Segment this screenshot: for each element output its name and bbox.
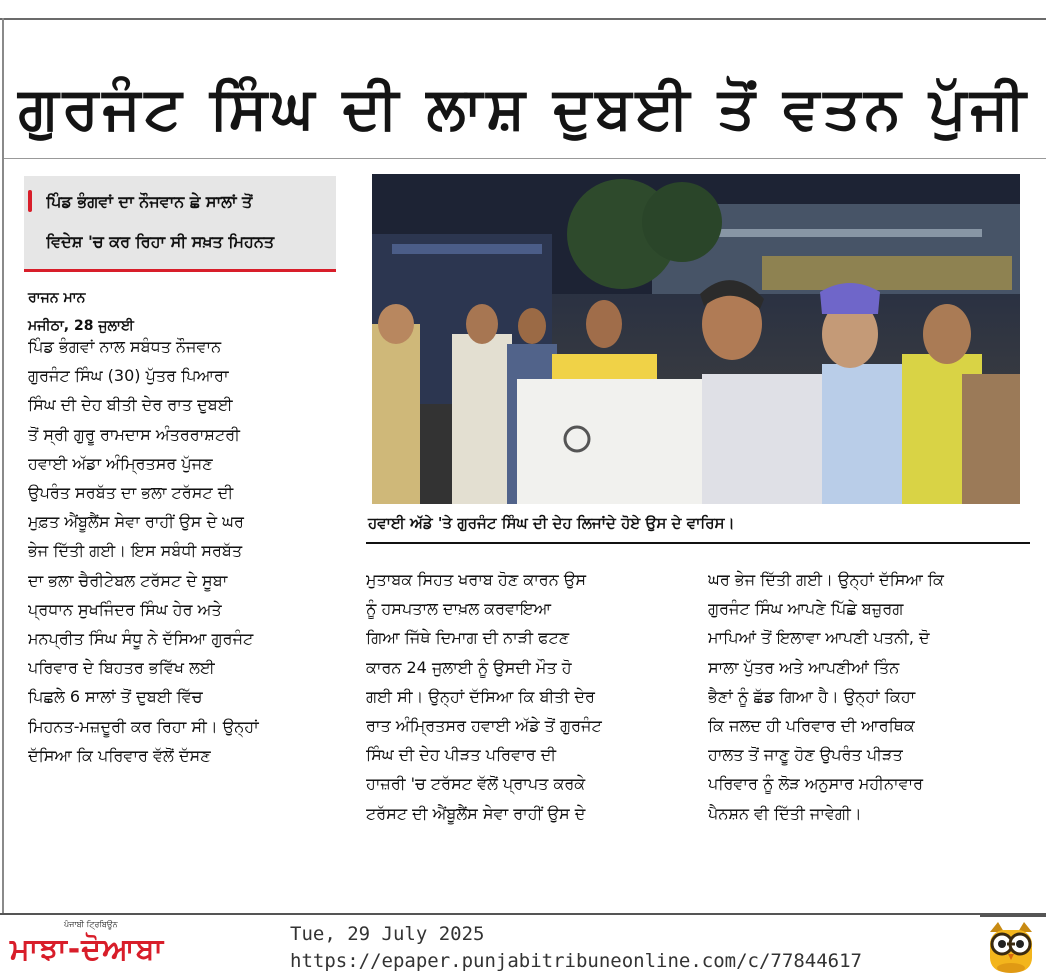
kicker-line: ਵਿਦੇਸ਼ 'ਚ ਕਰ ਰਿਹਾ ਸੀ ਸਖ਼ਤ ਮਿਹਨਤ xyxy=(46,232,275,251)
publication-name-small: ਪੰਜਾਬੀ ਟ੍ਰਿਬਿਊਨ xyxy=(64,920,118,929)
article-column-3 xyxy=(708,565,1030,828)
footer-accent-rule xyxy=(980,913,1046,917)
article-line: ਪਰਿਵਾਰ ਨੂੰ ਲੋੜ ਅਨੁਸਾਰ ਮਹੀਨਾਵਾਰ xyxy=(708,774,924,794)
headline-rule xyxy=(4,158,1046,159)
article-line: ਸਿੰਘ ਦੀ ਦੇਹ ਪੀੜਤ ਪਰਿਵਾਰ ਦੀ xyxy=(366,745,557,765)
article-line: ਰਾਤ ਅੰਮ੍ਰਿਤਸਰ ਹਵਾਈ ਅੱਡੇ ਤੋਂ ਗੁਰਜੰਟ xyxy=(366,716,602,736)
edition-date: Tue, 29 July 2025 xyxy=(290,923,485,945)
kicker-line: ਪਿੰਡ ਭੰਗਵਾਂ ਦਾ ਨੌਜਵਾਨ ਛੇ ਸਾਲਾਂ ਤੋਂ xyxy=(46,192,253,211)
article-line: ਗਿਆ ਜਿੱਥੇ ਦਿਮਾਗ ਦੀ ਨਾੜੀ ਫਟਣ xyxy=(366,628,570,648)
article-line: ਮਾਪਿਆਂ ਤੋਂ ਇਲਾਵਾ ਆਪਣੀ ਪਤਨੀ, ਦੋ xyxy=(708,628,930,648)
article-line: ਗੁਰਜੰਟ ਸਿੰਘ ਆਪਣੇ ਪਿੱਛੇ ਬਜ਼ੁਰਗ xyxy=(708,599,904,619)
article-line: ਘਰ ਭੇਜ ਦਿੱਤੀ ਗਈ। ਉਨ੍ਹਾਂ ਦੱਸਿਆ ਕਿ xyxy=(708,570,944,589)
kicker-accent xyxy=(28,190,32,212)
article-line: ਹਾਜ਼ਰੀ 'ਚ ਟਰੱਸਟ ਵੱਲੋਂ ਪ੍ਰਾਪਤ ਕਰਕੇ xyxy=(366,774,586,794)
article-line: ਪ੍ਰਧਾਨ ਸੁਖਜਿੰਦਰ ਸਿੰਘ ਹੇਰ ਅਤੇ xyxy=(28,599,222,619)
caption-rule xyxy=(366,542,1030,544)
article-line: ਹਾਲਤ ਤੋਂ ਜਾਣੂ ਹੋਣ ਉਪਰੰਤ ਪੀੜਤ xyxy=(708,745,903,765)
dateline: ਮਜੀਠਾ, 28 ਜੁਲਾਈ xyxy=(28,318,134,334)
article-line: ਗਈ ਸੀ। ਉਨ੍ਹਾਂ ਦੱਸਿਆ ਕਿ ਬੀਤੀ ਦੇਰ xyxy=(366,686,595,706)
article-line: ਗੁਰਜੰਟ ਸਿੰਘ (30) ਪੁੱਤਰ ਪਿਆਰਾ xyxy=(28,366,229,386)
byline: ਰਾਜਨ ਮਾਨ xyxy=(28,290,86,306)
photo-caption: ਹਵਾਈ ਅੱਡੇ 'ਤੇ ਗੁਰਜੰਟ ਸਿੰਘ ਦੀ ਦੇਹ ਲਿਜਾਂਦੇ ਹੋਏ ਉਸ ਦੇ ਵਾਰਿਸ। xyxy=(368,514,735,532)
news-photo xyxy=(372,174,1020,504)
article-line: ਦੱਸਿਆ ਕਿ ਪਰਿਵਾਰ ਵੱਲੋਂ ਦੱਸਣ xyxy=(28,745,211,765)
top-rule xyxy=(0,18,1046,20)
article-line: ਤੋਂ ਸ੍ਰੀ ਗੁਰੂ ਰਾਮਦਾਸ ਅੰਤਰਰਾਸ਼ਟਰੀ xyxy=(28,424,240,444)
article-line: ਮਨਪ੍ਰੀਤ ਸਿੰਘ ਸੰਧੂ ਨੇ ਦੱਸਿਆ ਗੁਰਜੰਟ xyxy=(28,629,254,649)
article-line: ਟਰੱਸਟ ਦੀ ਐਂਬੂਲੈਂਸ ਸੇਵਾ ਰਾਹੀਂ ਉਸ ਦੇ xyxy=(366,803,586,823)
kicker-box xyxy=(24,176,336,272)
article-line: ਮਿਹਨਤ-ਮਜ਼ਦੂਰੀ ਕਰ ਰਿਹਾ ਸੀ। ਉਨ੍ਹਾਂ xyxy=(28,716,259,736)
footer-rule xyxy=(0,913,1046,915)
article-line: ਹਵਾਈ ਅੱਡਾ ਅੰਮ੍ਰਿਤਸਰ ਪੁੱਜਣ xyxy=(28,453,213,473)
epaper-url[interactable]: https://epaper.punjabitribuneonline.com/c/77844617 xyxy=(290,950,862,972)
article-line: ਭੇਜ ਦਿੱਤੀ ਗਈ। ਇਸ ਸਬੰਧੀ ਸਰਬੱਤ xyxy=(28,541,243,561)
article-line: ਪਿਛਲੇ 6 ਸਾਲਾਂ ਤੋਂ ਦੁਬਈ ਵਿੱਚ xyxy=(28,687,203,707)
masthead-logo: ਮਾਝਾ-ਦੋਆਬਾ xyxy=(10,932,165,967)
article-line: ਸਾਲਾ ਪੁੱਤਰ ਅਤੇ ਆਪਣੀਆਂ ਤਿੰਨ xyxy=(708,657,900,677)
article-line: ਸਿੰਘ ਦੀ ਦੇਹ ਬੀਤੀ ਦੇਰ ਰਾਤ ਦੁਬਈ xyxy=(28,395,233,415)
article-line: ਦਾ ਭਲਾ ਚੈਰੀਟੇਬਲ ਟਰੱਸਟ ਦੇ ਸੂਬਾ xyxy=(28,570,228,590)
article-column-1 xyxy=(28,332,338,770)
article-line: ਨੂੰ ਹਸਪਤਾਲ ਦਾਖ਼ਲ ਕਰਵਾਇਆ xyxy=(366,599,551,619)
article-line: ਪਰਿਵਾਰ ਦੇ ਬਿਹਤਰ ਭਵਿੱਖ ਲਈ xyxy=(28,658,215,678)
article-line: ਕਾਰਨ 24 ਜੁਲਾਈ ਨੂੰ ਉਸਦੀ ਮੌਤ ਹੋ xyxy=(366,657,572,677)
article-line: ਪੈਨਸ਼ਨ ਵੀ ਦਿੱਤੀ ਜਾਵੇਗੀ। xyxy=(708,803,862,823)
article-line: ਉਪਰੰਤ ਸਰਬੱਤ ਦਾ ਭਲਾ ਟਰੱਸਟ ਦੀ xyxy=(28,483,234,503)
owl-icon xyxy=(982,918,1040,976)
left-column-rule xyxy=(2,18,4,913)
article-line: ਪਿੰਡ ਭੰਗਵਾਂ ਨਾਲ ਸਬੰਧਤ ਨੌਜਵਾਨ xyxy=(28,337,222,356)
article-column-2 xyxy=(366,565,682,828)
news-photo-illustration xyxy=(372,174,1020,504)
article-line: ਭੈਣਾਂ ਨੂੰ ਛੱਡ ਗਿਆ ਹੈ। ਉਨ੍ਹਾਂ ਕਿਹਾ xyxy=(708,686,916,706)
article-line: ਮੁਤਾਬਕ ਸਿਹਤ ਖਰਾਬ ਹੋਣ ਕਾਰਨ ਉਸ xyxy=(366,570,587,589)
headline: ਗੁਰਜੰਟ ਸਿੰਘ ਦੀ ਲਾਸ਼ ਦੁਬਈ ਤੋਂ ਵਤਨ ਪੁੱਜੀ xyxy=(18,74,1030,142)
article-line: ਮੁਫ਼ਤ ਐਂਬੂਲੈਂਸ ਸੇਵਾ ਰਾਹੀਂ ਉਸ ਦੇ ਘਰ xyxy=(28,512,244,532)
article-line: ਕਿ ਜਲਦ ਹੀ ਪਰਿਵਾਰ ਦੀ ਆਰਥਿਕ xyxy=(708,716,915,736)
